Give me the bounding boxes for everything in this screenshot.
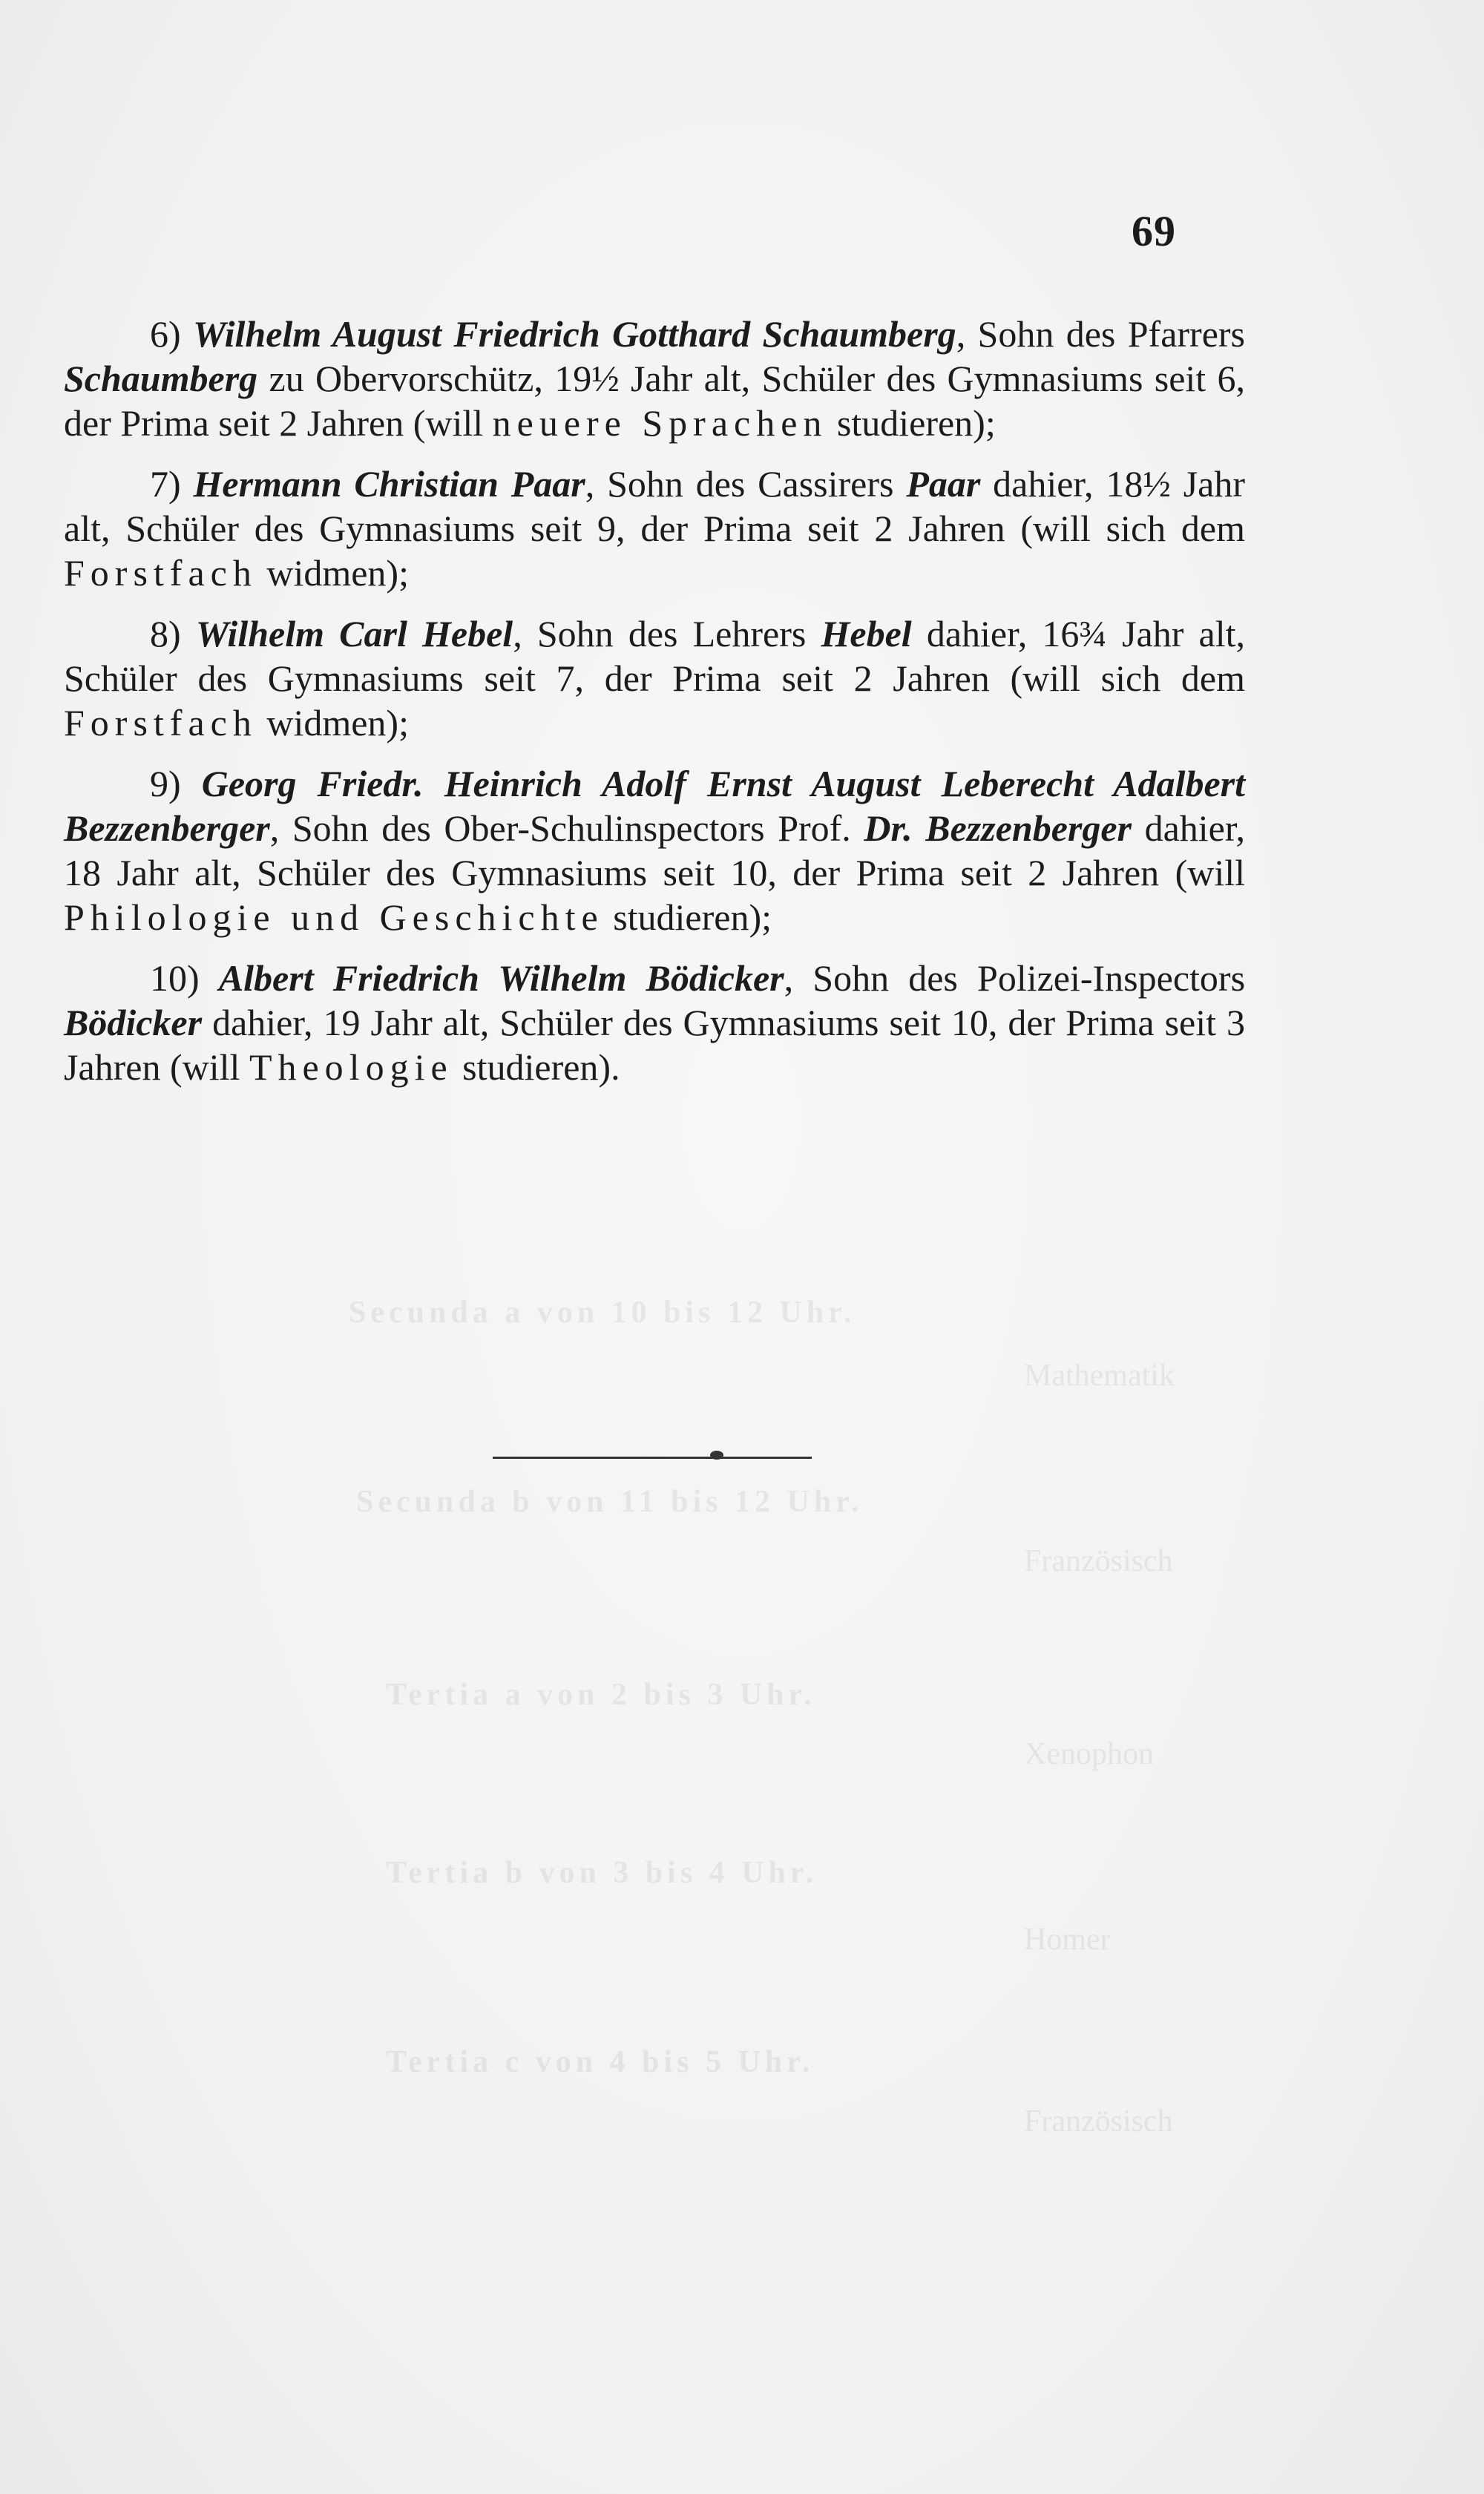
entry-text: dahier, 16¾ Jahr alt, Schüler des Gymnasiums seit 7, der Prima seit 2 Jahren (will sich dem [64, 613, 1245, 699]
student-name: Hermann Christian Paar [193, 463, 585, 505]
study-subject: Forstfach [64, 552, 257, 594]
student-entry-9 [64, 761, 1245, 939]
entry-text: studieren). [453, 1046, 620, 1088]
study-subject: Philologie und Geschichte [64, 896, 604, 938]
student-entry-6 [64, 312, 1245, 445]
entry-text: widmen); [257, 552, 409, 594]
student-entry-8 [64, 611, 1245, 745]
entry-text: , Sohn des Pfarrers [956, 313, 1245, 355]
parent-name: Paar [906, 463, 981, 505]
student-list [64, 312, 1245, 1106]
entry-text: , Sohn des Cassirers [585, 463, 907, 505]
entry-text: , Sohn des Ober-Schulinspectors Prof. [269, 807, 864, 849]
entry-text: , Sohn des Lehrers [513, 613, 821, 654]
bleed-through-text: Mathematik [1024, 1359, 1175, 1393]
entry-text: dahier, 18 Jahr alt, Schüler des Gymnasiums seit 10, der Prima seit 2 Jahren (will [64, 807, 1246, 893]
entry-text: , Sohn des Polizei-Inspectors [784, 957, 1246, 999]
entry-text: studieren); [827, 402, 996, 444]
entry-text: dahier, 19 Jahr alt, Schüler des Gymnasiums seit 10, der Prima seit 3 Jahren (will [64, 1002, 1245, 1088]
entry-text: widmen); [257, 702, 409, 744]
entry-text: dahier, 18½ Jahr alt, Schüler des Gymnasiums seit 9, der Prima seit 2 Jahren (will sich dem [64, 463, 1246, 549]
student-name: Wilhelm August Friedrich Gotthard Schaumberg [193, 313, 956, 355]
study-subject: neuere Sprachen [492, 402, 828, 444]
student-entry-7 [64, 462, 1245, 595]
study-subject: Theologie [249, 1046, 453, 1088]
entry-number: 9) [150, 763, 181, 804]
bleed-through-text: Französisch [1024, 1544, 1173, 1578]
page-number: 69 [1132, 207, 1176, 255]
student-name: Wilhelm Carl Hebel [195, 613, 513, 654]
entry-number: 7) [150, 463, 181, 505]
parent-name: Schaumberg [64, 358, 258, 399]
entry-number: 8) [150, 613, 181, 654]
student-name: Albert Friedrich Wilhelm Bödicker [218, 957, 784, 999]
divider-ornament-icon [710, 1451, 723, 1460]
bleed-through-text: Secunda a von 10 bis 12 Uhr. [349, 1296, 856, 1330]
entry-text: studieren); [603, 896, 772, 938]
bleed-through-text: Tertia c von 4 bis 5 Uhr. [386, 2045, 815, 2079]
parent-name: Bödicker [64, 1002, 203, 1043]
entry-text: zu Obervorschütz, 19½ Jahr alt, Schüler des Gymnasiums seit 6, der Prima seit 2 Jahren (will [64, 358, 1245, 444]
bleed-through-text: Xenophon [1024, 1737, 1154, 1771]
section-divider-rule [493, 1457, 812, 1459]
study-subject: Forstfach [64, 702, 257, 744]
entry-number: 10) [150, 957, 200, 999]
bleed-through-text: Französisch [1024, 2104, 1173, 2139]
student-name: Georg Friedr. Heinrich Adolf Ernst August Leberecht Adalbert Bezzenberger [64, 763, 1245, 849]
student-entry-10 [64, 956, 1245, 1089]
bleed-through-text: Tertia b von 3 bis 4 Uhr. [386, 1856, 818, 1890]
bleed-through-text: Tertia a von 2 bis 3 Uhr. [386, 1678, 816, 1712]
entry-number: 6) [150, 313, 181, 355]
bleed-through-text: Homer [1024, 1923, 1111, 1957]
bleed-through-text: Secunda b von 11 bis 12 Uhr. [356, 1485, 864, 1519]
parent-name: Hebel [821, 613, 912, 654]
parent-name: Dr. Bezzenberger [864, 807, 1132, 849]
